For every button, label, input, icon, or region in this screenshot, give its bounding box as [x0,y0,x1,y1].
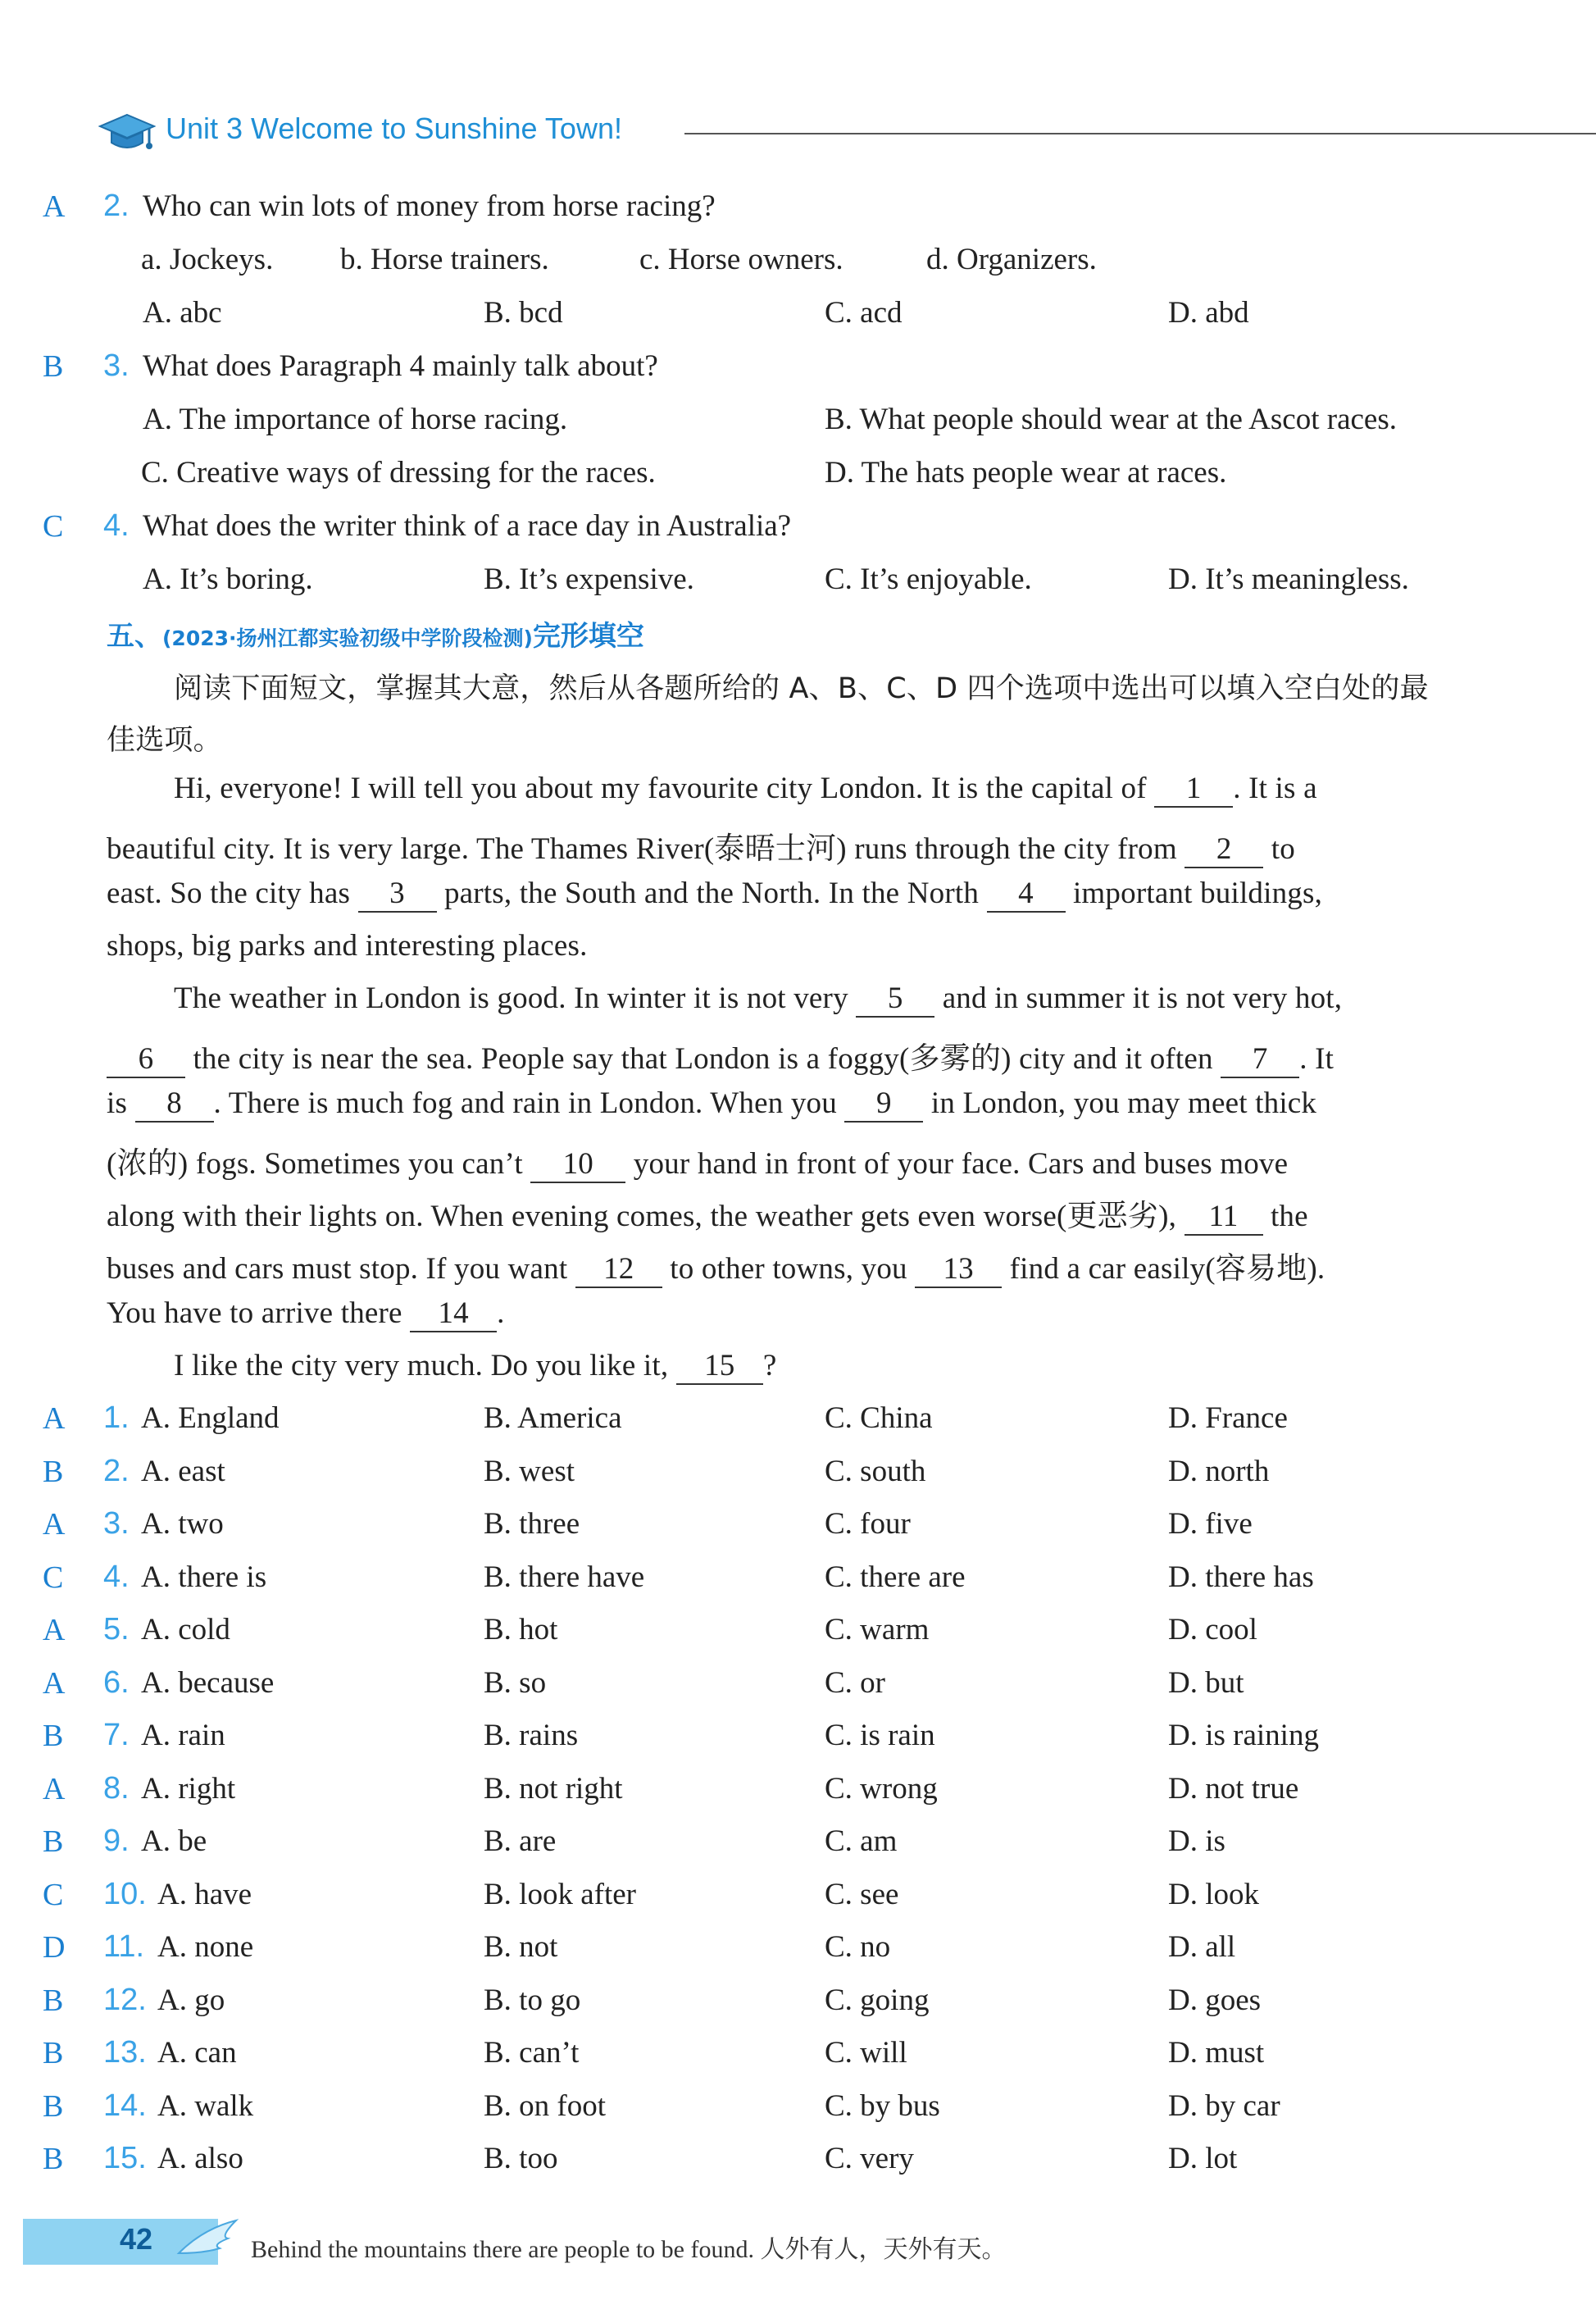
section-source: (2023·扬州江都实验初级中学阶段检测) [162,626,533,650]
answer-mark: B [43,349,64,384]
passage-line: (浓的) fogs. Sometimes you can’t 10 your hand in front of your face. Cars and buses move [107,1138,1288,1183]
question-number: 7. [103,1718,130,1752]
section-title: 完形填空 [532,620,644,653]
option-c: C. is rain [825,1719,935,1752]
blank: 15 [676,1350,763,1385]
instructions: 阅读下面短文，掌握其大意，然后从各题所给的 A、B、C、D 四个选项中选出可以填入空白处的最 [174,672,1429,705]
blank: 3 [358,877,437,913]
sub-option: d. Organizers. [926,243,1097,276]
blank: 1 [1154,772,1233,808]
motto-chinese: 人外有人，天外有天。 [760,2235,1007,2264]
wing-icon [171,2212,244,2270]
footer-motto [251,2229,1007,2265]
option-d: D. there has [1168,1560,1314,1594]
answer-mark: A [43,1401,66,1436]
option-a: A. have [157,1878,252,1911]
passage-line: You have to arrive there 14 . [107,1296,505,1332]
answer-mark: B [43,1455,64,1489]
passage-line: I like the city very much. Do you like it, 15 ? [174,1348,776,1385]
page-footer [23,2212,1580,2270]
option-a: A. cold [141,1613,230,1646]
answer-mark: B [43,2036,64,2070]
passage-line: 6 the city is near the sea. People say that London is a foggy(多雾的) city and it often 7 . It [107,1033,1334,1078]
option-c: C. very [825,2142,914,2175]
option-c: C. warm [825,1613,930,1646]
option-d: D. cool [1168,1613,1257,1646]
question-number: 4. [103,508,130,543]
question-text: What does Paragraph 4 mainly talk about? [143,349,658,383]
question-number: 10. [103,1877,147,1911]
blank: 12 [575,1253,662,1288]
option-c: C. there are [825,1560,966,1594]
option-d: D. must [1168,2036,1265,2070]
option-a: A. walk [157,2089,254,2123]
option-a: A. go [157,1983,225,2017]
option-c: C. Creative ways of dressing for the races. [141,456,656,490]
option-a: A. It’s boring. [143,562,313,596]
passage-line: buses and cars must stop. If you want 12 to other towns, you 13 find a car easily(容易地). [107,1243,1325,1288]
question-number: 9. [103,1824,130,1858]
option-b: B. so [484,1666,547,1700]
option-b: B. not [484,1930,558,1964]
passage-line: The weather in London is good. In winter it is not very 5 and in summer it is not very hot, [174,981,1342,1018]
option-b: B. What people should wear at the Ascot races. [825,403,1397,436]
question-text: What does the writer think of a race day in Australia? [143,509,792,543]
question-number: 6. [103,1665,130,1700]
answer-mark: C [43,1878,64,1912]
header-rule [684,133,1596,134]
option-a: A. rain [141,1719,225,1752]
option-a: A. be [141,1824,207,1858]
option-b: B. there have [484,1560,645,1594]
option-b: B. not right [484,1772,623,1806]
passage-line: east. So the city has 3 parts, the South and the North. In the North 4 important buildings, [107,876,1322,913]
question-number: 2. [103,189,130,223]
option-b: B. are [484,1824,557,1858]
option-a: A. abc [143,296,222,330]
passage-line: beautiful city. It is very large. The Thames River(泰晤士河) runs through the city from 2 to [107,823,1295,868]
option-d: D. The hats people wear at races. [825,456,1227,490]
question-number: 12. [103,1983,147,2017]
option-a: A. right [141,1772,236,1806]
blank: 4 [987,877,1066,913]
question-text: Who can win lots of money from horse racing? [143,189,716,223]
question-number: 4. [103,1560,130,1594]
option-a: A. none [157,1930,254,1964]
option-c: C. no [825,1930,891,1964]
blank: 9 [844,1087,923,1123]
blank: 11 [1184,1200,1263,1236]
option-b: B. hot [484,1613,558,1646]
answer-mark: B [43,2089,64,2124]
option-b: B. to go [484,1983,581,2017]
option-a: A. there is [141,1560,267,1594]
option-b: B. too [484,2142,558,2175]
blank: 10 [530,1148,625,1183]
option-a: A. also [157,2142,243,2175]
option-d: D. is [1168,1824,1225,1858]
option-b: B. three [484,1507,580,1541]
answer-mark: A [43,1507,66,1542]
passage-line: is 8 . There is much fog and rain in London. When you 9 in London, you may meet thick [107,1086,1316,1123]
option-b: B. America [484,1401,622,1435]
option-d: D. by car [1168,2089,1280,2123]
question-number: 14. [103,2088,147,2123]
instructions-cont: 佳选项。 [107,724,222,757]
unit-header [98,105,1516,162]
option-c: C. going [825,1983,930,2017]
question-number: 3. [103,1506,130,1541]
answer-mark: A [43,189,66,224]
answer-mark: C [43,1560,64,1595]
option-d: D. goes [1168,1983,1262,2017]
sub-option: a. Jockeys. [141,243,274,276]
option-c: C. wrong [825,1772,938,1806]
option-d: D. look [1168,1878,1259,1911]
option-d: D. is raining [1168,1719,1319,1752]
blank: 7 [1221,1043,1299,1078]
option-c: C. by bus [825,2089,940,2123]
option-d: D. lot [1168,2142,1238,2175]
option-c: C. see [825,1878,899,1911]
option-c: C. It’s enjoyable. [825,562,1032,596]
option-b: B. rains [484,1719,579,1752]
option-b: B. bcd [484,296,563,330]
blank: 8 [135,1087,214,1123]
section-heading [107,613,644,654]
passage-line: Hi, everyone! I will tell you about my favourite city London. It is the capital of 1 . It is a [174,771,1317,808]
option-c: C. am [825,1824,898,1858]
option-b: B. west [484,1455,575,1488]
option-d: D. north [1168,1455,1270,1488]
option-c: C. south [825,1455,926,1488]
option-a: A. The importance of horse racing. [143,403,568,436]
option-a: A. east [141,1455,225,1488]
option-d: D. five [1168,1507,1253,1541]
blank: 6 [107,1043,185,1078]
option-c: C. will [825,2036,907,2070]
unit-title: Unit 3 Welcome to Sunshine Town! [166,112,622,145]
question-number: 5. [103,1612,130,1646]
graduation-cap-icon [98,110,156,156]
answer-mark: A [43,1666,66,1701]
option-a: A. can [157,2036,237,2070]
option-c: C. China [825,1401,933,1435]
question-number: 3. [103,348,130,383]
answer-mark: C [43,509,64,544]
answer-mark: B [43,1719,64,1753]
sub-option: b. Horse trainers. [340,243,549,276]
option-c: C. four [825,1507,911,1541]
option-b: B. It’s expensive. [484,562,694,596]
option-a: A. because [141,1666,275,1700]
option-d: D. It’s meaningless. [1168,562,1409,596]
option-c: C. acd [825,296,903,330]
question-number: 13. [103,2035,147,2070]
answer-mark: B [43,1824,64,1859]
question-number: 2. [103,1454,130,1488]
blank: 14 [410,1297,497,1332]
option-d: D. but [1168,1666,1244,1700]
answer-mark: B [43,2142,64,2176]
blank: 13 [915,1253,1002,1288]
blank: 2 [1184,833,1263,868]
option-d: D. France [1168,1401,1288,1435]
answer-mark: D [43,1930,66,1965]
question-number: 8. [103,1771,130,1806]
option-d: D. not true [1168,1772,1299,1806]
option-b: B. on foot [484,2089,607,2123]
question-number: 15. [103,2141,147,2175]
option-b: B. can’t [484,2036,580,2070]
section-number: 五、 [107,620,162,653]
option-d: D. abd [1168,296,1249,330]
option-a: A. England [141,1401,280,1435]
blank: 5 [856,982,934,1018]
passage-line: along with their lights on. When evening comes, the weather gets even worse(更恶劣), 11 the [107,1191,1308,1236]
question-number: 1. [103,1400,130,1435]
option-c: C. or [825,1666,885,1700]
motto-english: Behind the mountains there are people to be found. [251,2236,754,2263]
sub-option: c. Horse owners. [639,243,843,276]
option-a: A. two [141,1507,224,1541]
answer-mark: A [43,1613,66,1647]
answer-mark: B [43,1983,64,2018]
option-d: D. all [1168,1930,1236,1964]
passage-line: shops, big parks and interesting places. [107,929,588,963]
page-number: 42 [120,2222,153,2256]
answer-mark: A [43,1772,66,1806]
option-b: B. look after [484,1878,636,1911]
question-number: 11. [103,1929,145,1964]
